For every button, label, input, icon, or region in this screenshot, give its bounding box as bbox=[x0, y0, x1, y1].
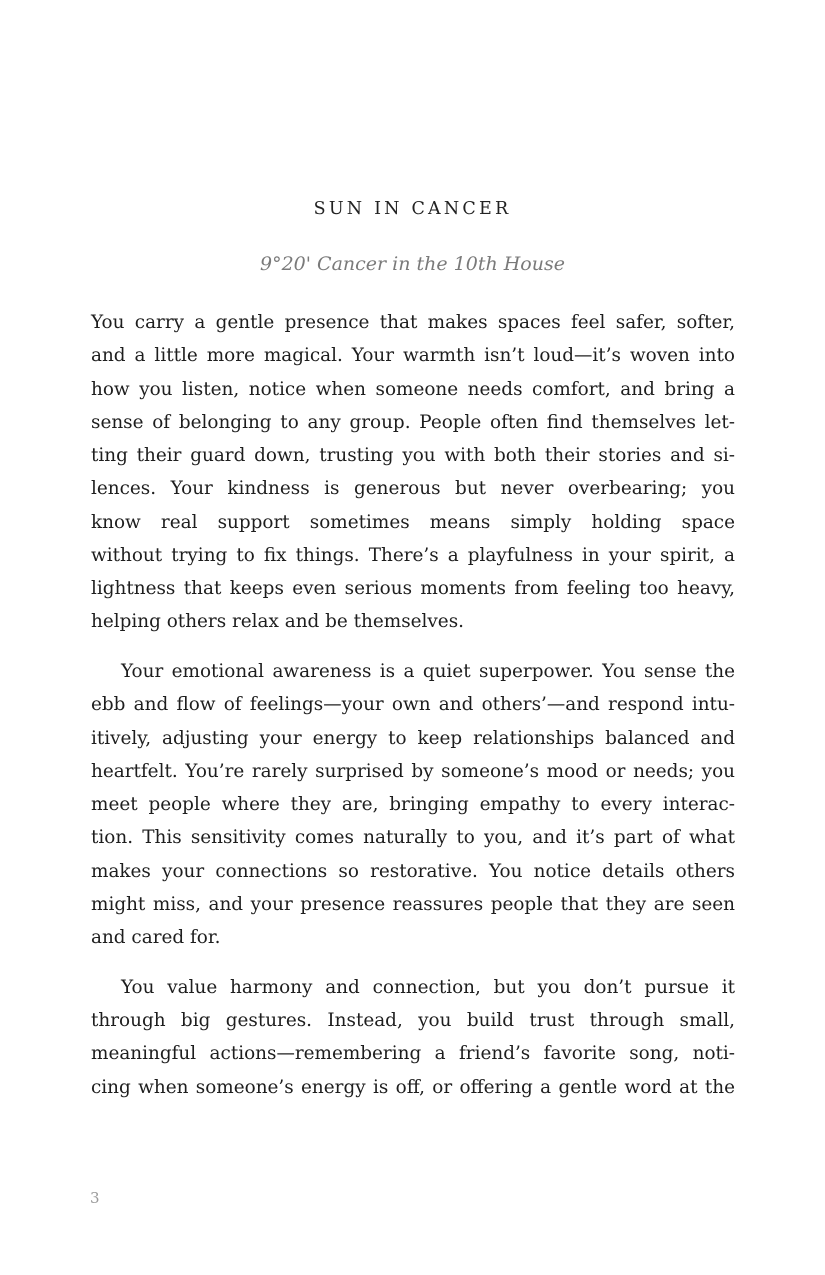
text-line: might miss, and your presence reassures people that they are seen bbox=[91, 893, 735, 915]
body-text bbox=[91, 306, 735, 1104]
text-line: tion. This sensitivity comes naturally to you, and it’s part of what bbox=[91, 827, 735, 849]
text-line: ebb and flow of feelings—your own and others’—and respond intu- bbox=[91, 694, 735, 716]
text-line: itively, adjusting your energy to keep relationships balanced and bbox=[91, 727, 735, 749]
text-line: how you listen, notice when someone needs comfort, and bring a bbox=[91, 378, 735, 400]
text-line: sense of belonging to any group. People often find themselves let- bbox=[91, 411, 735, 433]
text-line: heartfelt. You’re rarely surprised by someone’s mood or needs; you bbox=[91, 760, 735, 782]
text-line: ting their guard down, trusting you with both their stories and si- bbox=[91, 445, 735, 466]
text-line: Your emotional awareness is a quiet superpower. You sense the bbox=[121, 661, 735, 682]
paragraph bbox=[91, 655, 735, 954]
section-heading: SUN IN CANCER bbox=[313, 199, 512, 219]
text-line: lightness that keeps even serious moments from feeling too heavy, bbox=[91, 578, 735, 599]
text-line: helping others relax and be themselves. bbox=[91, 611, 464, 633]
paragraph bbox=[91, 971, 735, 1104]
text-line: You carry a gentle presence that makes spaces feel safer, softer, bbox=[91, 312, 735, 333]
text-line: makes your connections so restorative. You notice details others bbox=[91, 860, 735, 882]
paragraph-gap bbox=[91, 954, 735, 971]
text-line: meet people where they are, bringing empathy to every interac- bbox=[91, 794, 735, 815]
text-line: meaningful actions—remembering a friend’s favorite song, noti- bbox=[91, 1043, 735, 1065]
text-line: and a little more magical. Your warmth isn’t loud—it’s woven into bbox=[91, 345, 735, 367]
text-line: know real support sometimes means simply holding space bbox=[91, 511, 735, 533]
page-number: 3 bbox=[90, 1189, 100, 1207]
paragraph bbox=[91, 306, 735, 639]
text-line: lences. Your kindness is generous but never overbearing; you bbox=[91, 478, 735, 500]
text-line: You value harmony and connection, but you don’t pursue it bbox=[121, 976, 735, 998]
text-line: and cared for. bbox=[91, 927, 221, 948]
section-subheading: 9°20' Cancer in the 10th House bbox=[260, 253, 565, 275]
text-line: cing when someone’s energy is off, or offering a gentle word at the bbox=[91, 1076, 735, 1098]
text-line: through big gestures. Instead, you build trust through small, bbox=[91, 1010, 735, 1031]
paragraph-gap bbox=[91, 639, 735, 656]
text-line: without trying to fix things. There’s a playfulness in your spirit, a bbox=[91, 544, 735, 566]
